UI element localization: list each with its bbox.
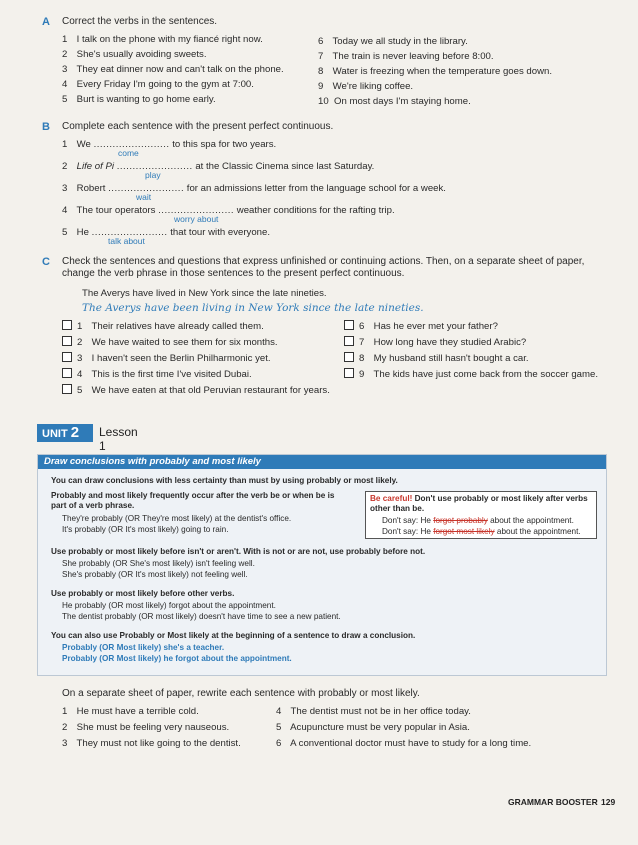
section-a-right-list [318,36,552,108]
section-a-letter: A [42,16,50,28]
grammar-example: She probably (OR She's most likely) isn't feeling well. [62,559,255,568]
checkbox[interactable] [344,320,354,330]
checklist-item[interactable]: 8 My husband still hasn't bought a car. [344,352,598,365]
example-sentence: The Averys have lived in New York since the late nineties. [82,288,327,299]
list-item: 3 They must not like going to the dentist. [62,738,241,749]
grammar-example: She's probably (OR It's most likely) not feeling well. [62,570,248,579]
fill-in-item: 1 We ........................ to this spa for two years. [62,139,277,150]
grammar-rule-1b: part of a verb phrase. [51,501,135,510]
page-number: 129 [601,797,616,807]
grammar-example: They're probably (OR They're most likely) at the dentist's office. [62,514,292,523]
fill-in-item: 4 The tour operators ........................ weather conditions for the rafting trip. [62,205,395,216]
grammar-rule-3: Use probably or most likely before other verbs. [51,589,235,598]
list-item: 4 The dentist must not be in her office today. [276,706,471,717]
grammar-rule-4: You can also use Probably or Most likely at the beginning of a sentence to draw a conclusion. [51,631,416,640]
verb-hint: talk about [108,236,145,246]
checkbox[interactable] [62,320,72,330]
list-item: 6 A conventional doctor must have to study for a long time. [276,738,532,749]
checklist-item[interactable]: 7 How long have they studied Arabic? [344,336,598,349]
list-item: 2 She's usually avoiding sweets. [62,49,207,60]
grammar-rule-1: Probably and most likely frequently occur after the verb be or when be is [51,491,335,500]
checklist-item[interactable]: 2 We have waited to see them for six months. [62,336,330,349]
verb-hint: come [118,148,139,158]
section-c-instruction-2: change the verb phrase in those sentences to the present perfect continuous. [62,268,405,279]
list-item: 8 Water is freezing when the temperature goes down. [318,66,553,77]
section-b-instruction: Complete each sentence with the present perfect continuous. [62,121,334,132]
list-item: 2 She must be feeling very nauseous. [62,722,230,733]
grammar-title: Draw conclusions with probably and most likely [38,455,606,469]
unit-badge: UNIT 2 [37,424,93,442]
careful-note-2: other than be. [370,504,425,513]
checkbox[interactable] [344,336,354,346]
checkbox[interactable] [344,368,354,378]
checklist-item[interactable]: 1 Their relatives have already called them. [62,320,330,333]
fill-in-item: 3 Robert ........................ for an admissions letter from the language school for a week. [62,183,446,194]
list-item: 1 I talk on the phone with my fiancé right now. [62,34,263,45]
checkbox[interactable] [62,336,72,346]
list-item: 5 Burt is wanting to go home early. [62,94,216,105]
section-c-letter: C [42,256,50,268]
rewrite-left-list [62,706,241,750]
list-item: 7 The train is never leaving before 8:00. [318,51,494,62]
example-answer: The Averys have been living in New York since the late nineties. [82,302,424,314]
list-item: 9 We're liking coffee. [318,81,414,92]
checklist-item[interactable]: 6 Has he ever met your father? [344,320,598,333]
list-item: 10 On most days I'm staying home. [318,96,471,107]
bad-example: Don't say: He forgot most likely about the appointment. [382,527,581,536]
checklist-item[interactable]: 9 The kids have just come back from the soccer game. [344,368,598,381]
grammar-intro: You can draw conclusions with less certainty than must by using probably or most likely. [51,476,398,485]
list-item: 3 They eat dinner now and can't talk on the phone. [62,64,284,75]
checklist-item[interactable]: 3 I haven't seen the Berlin Philharmonic yet. [62,352,330,365]
bad-example: Don't say: He forgot probably about the appointment. [382,516,574,525]
section-b-letter: B [42,121,50,133]
checkbox[interactable] [62,384,72,394]
rewrite-right-list [276,706,531,750]
verb-hint: worry about [174,214,219,224]
fill-in-item: 2 Life of Pi ........................ at the Classic Cinema since last Saturday. [62,161,375,172]
grammar-rule-2: Use probably or most likely before isn't or aren't. With is not or are not, use probably before not. [51,547,426,556]
section-a-left-list [62,34,284,106]
checklist-item[interactable]: 4 This is the first time I've visited Dubai. [62,368,330,381]
verb-hint: wait [136,192,152,202]
careful-note: Be careful! Don't use probably or most likely after verbs [370,494,588,503]
checkbox[interactable] [62,352,72,362]
list-item: 6 Today we all study in the library. [318,36,468,47]
lesson-title: Lesson 1 [99,425,138,453]
grammar-example: Probably (OR Most likely) she's a teacher. [62,643,225,652]
grammar-example: Probably (OR Most likely) he forgot about the appointment. [62,654,292,663]
rewrite-instruction: On a separate sheet of paper, rewrite each sentence with probably or most likely. [62,688,420,699]
grammar-example: It's probably (OR It's most likely) going to rain. [62,525,229,534]
checklist-item[interactable]: 5 We have eaten at that old Peruvian restaurant for years. [62,384,330,397]
list-item: 4 Every Friday I'm going to the gym at 7:00. [62,79,254,90]
grammar-example: He probably (OR most likely) forgot about the appointment. [62,601,276,610]
list-item: 1 He must have a terrible cold. [62,706,199,717]
checkbox[interactable] [62,368,72,378]
list-item: 5 Acupuncture must be very popular in Asia. [276,722,470,733]
checkbox[interactable] [344,352,354,362]
section-c-instruction: Check the sentences and questions that express unfinished or continuing actions. Then, on a separate sheet of paper, [62,256,585,267]
verb-hint: play [145,170,161,180]
section-c-left-list [62,320,330,397]
fill-in-item: 5 He ........................ that tour with everyone. [62,227,270,238]
footer-section: GRAMMAR BOOSTER [508,797,598,807]
section-c-right-list [344,320,598,381]
section-a-instruction: Correct the verbs in the sentences. [62,16,218,27]
grammar-example: The dentist probably (OR most likely) doesn't have time to see a new patient. [62,612,341,621]
